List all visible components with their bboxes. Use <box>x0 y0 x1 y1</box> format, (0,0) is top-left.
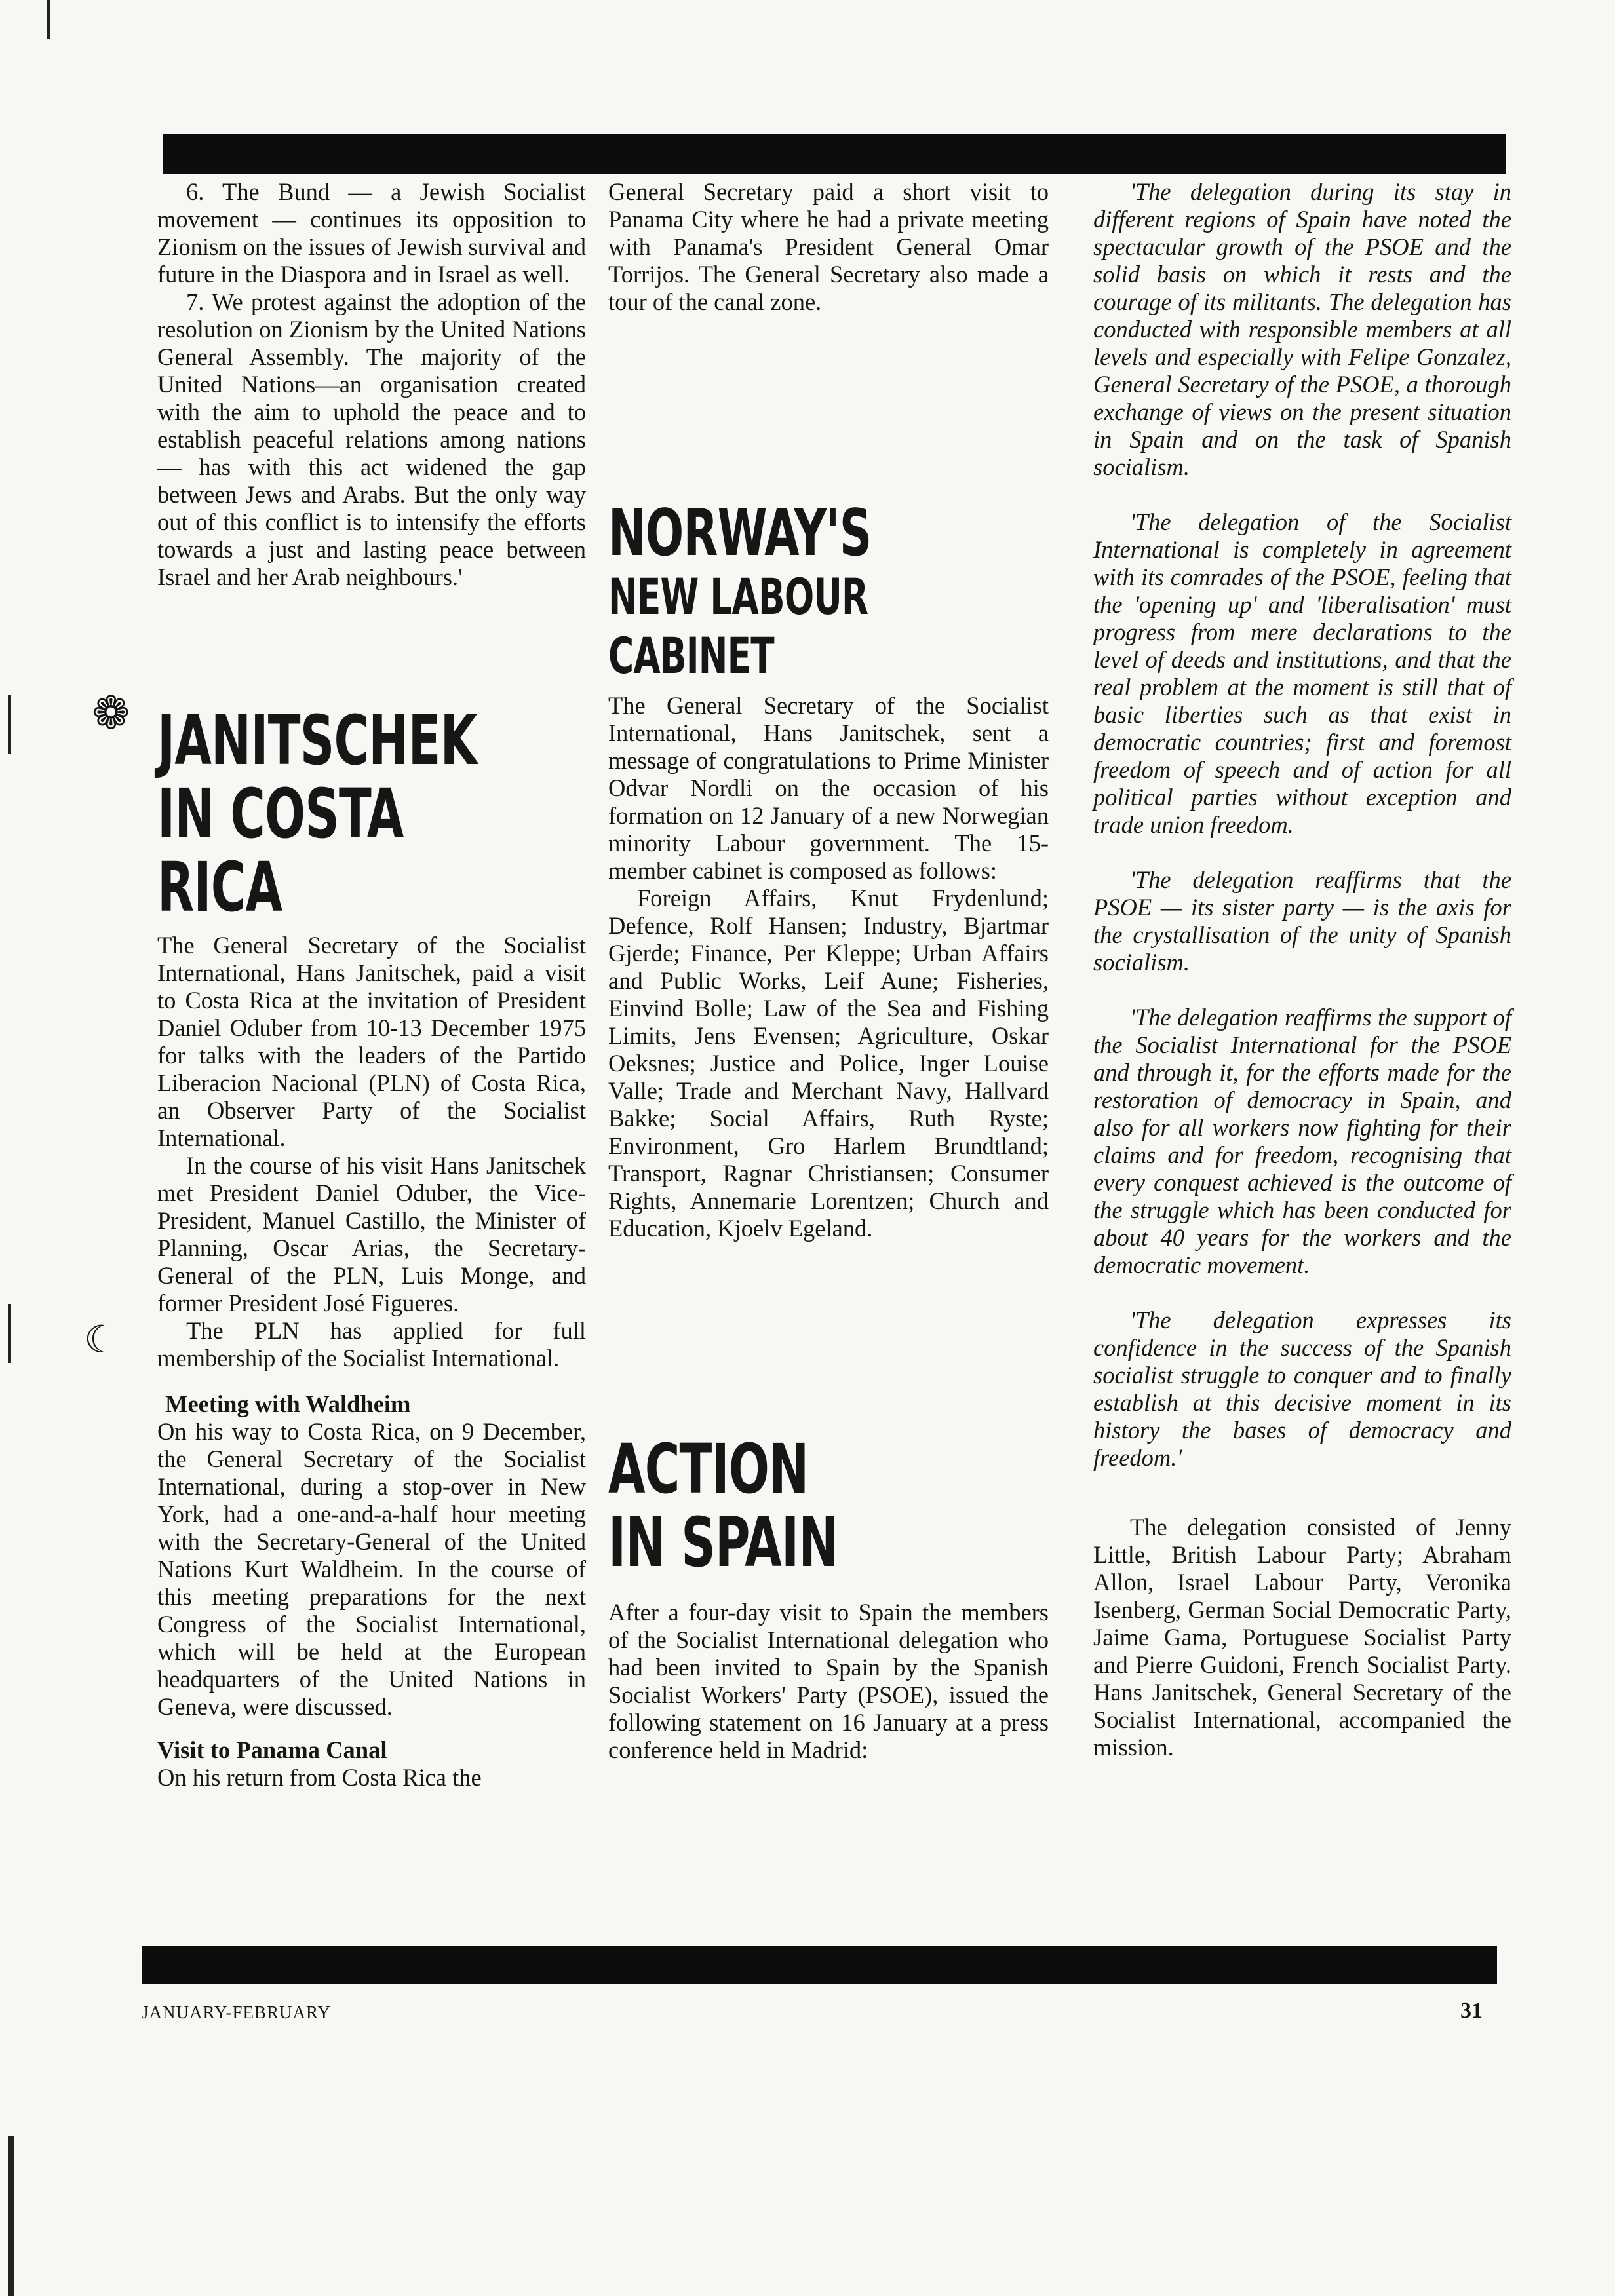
left-margin-mark <box>8 695 11 754</box>
subhead-visit-panama-canal: Visit to Panama Canal <box>157 1736 387 1763</box>
ornament-icon: ☾ <box>84 1318 118 1361</box>
norway-cabinet-list-paragraph: Foreign Affairs, Knut Frydenlund; Defence, Rolf Hansen; Industry, Bjartmar Gjerde; Finance, Per Kleppe; Urban Affairs and Public Works, Leif Aune; Fisheries, Einvind Bolle; Law of the Sea and Fishing Limits, Jens Evensen; Agriculture, Oskar Oeksnes; Justice and Police, Inger Louise Valle; Trade and Merchant Navy, Hallvard Bakke; Social Affairs, Ruth Ryste; Environment, Gro Harlem Brundtland; Transport, Ragnar Christiansen; Consumer Rights, Annemarie Lorentzen; Church and Education, Kjoelv Egeland. <box>608 885 1049 1242</box>
column-1 <box>157 178 586 1791</box>
bottom-rule-bar <box>142 1946 1497 1984</box>
footer-issue-label: JANUARY-FEBRUARY <box>142 2002 332 2022</box>
headline-line: NEW LABOUR <box>608 567 868 626</box>
page-number: 31 <box>1460 1999 1483 2023</box>
column-2 <box>608 178 1049 1764</box>
headline-line: IN COSTA RICA <box>157 774 404 927</box>
delegation-statement-paragraph: 'The delegation during its stay in different regions of Spain have noted the spectacular growth of the PSOE and the solid basis on which it rests and the courage of its militants. The delegation has conducted with responsible members at all levels and especially with Felipe Gonzalez, General Secretary of the PSOE, a thorough exchange of views on the present situation in Spain and on the task of Spanish socialism. <box>1093 178 1511 480</box>
delegation-members-paragraph: The delegation consisted of Jenny Little, British Labour Party; Abraham Allon, Israel Labour Party, Veronika Isenberg, German Social Democratic Party, Jaime Gama, Portuguese Socialist Party and Pierre Guidoni, French Socialist Party. Hans Janitschek, General Secretary of the Socialist International, accompanied the mission. <box>1093 1514 1511 1761</box>
costa-rica-intro-paragraph: The General Secretary of the Socialist International, Hans Janitschek, paid a visit to Costa Rica at the invitation of President Daniel Oduber from 10-13 December 1975 for talks with the leaders of the Partido Liberacion Nacional (PLN) of Costa Rica, an Observer Party of the Socialist International. <box>157 932 586 1151</box>
left-margin-mark <box>8 2136 14 2296</box>
delegation-statement-paragraph: 'The delegation of the Socialist International is completely in agreement with its comrades of the PSOE, feeling that the 'opening up' and 'liberalisation' must progress from mere declarations to the level of deeds and institutions, and that the real problem at the moment is still that of basic liberties such as that exist in democratic countries; first and foremost freedom of speech and of action for all political parties without exception and trade union freedom. <box>1093 508 1511 838</box>
headline-line: IN SPAIN <box>608 1502 838 1582</box>
headline-janitschek-costa-rica <box>157 700 492 927</box>
left-margin-mark <box>8 1304 11 1363</box>
delegation-statement-paragraph: 'The delegation reaffirms the support of the Socialist International for the PSOE and through it, for the efforts made for the restoration of democracy in Spain, and also for all workers now fighting for their claims and for freedom, recognising that every conquest achieved is the outcome of the struggle which has been conducted for about 40 years for the workers and the democratic movement. <box>1093 1004 1511 1278</box>
waldheim-paragraph: On his way to Costa Rica, on 9 December, the General Secretary of the Socialist International, during a stop-over in New York, had a one-and-a-half hour meeting with the Secretary-General of the United Nations Kurt Waldheim. In the course of this meeting preparations for the next Congress of the Socialist International, which will be held at the European headquarters of the United Nations in Geneva, were discussed. <box>157 1418 586 1720</box>
spain-intro-paragraph: After a four-day visit to Spain the members of the Socialist International delegation who had been invited to Spain by the Spanish Socialist Workers' Party (PSOE), issued the following statement on 16 January at a press conference held in Madrid: <box>608 1599 1049 1763</box>
delegation-statement-paragraph: 'The delegation reaffirms that the PSOE — its sister party — is the axis for the crystallisation of the unity of Spanish socialism. <box>1093 866 1511 976</box>
delegation-statement-paragraph: 'The delegation expresses its confidence in the success of the Spanish socialist struggle to conquer and to finally establish at this decisive moment in its history the bases of democracy and freedom.' <box>1093 1307 1511 1471</box>
headline-line: JANITSCHEK <box>157 700 477 780</box>
headline-line: NORWAY'S <box>608 496 872 571</box>
headline-line: CABINET <box>608 626 774 685</box>
costa-rica-meetings-paragraph: In the course of his visit Hans Janitschek met President Daniel Oduber, the Vice-President, Manuel Castillo, the Minister of Planning, Oscar Arias, the Secretary-General of the PLN, Luis Monge, and former President José Figueres. <box>157 1152 586 1316</box>
panama-continuation-paragraph: General Secretary paid a short visit to Panama City where he had a private meeting with Panama's President General Omar Torrijos. The General Secretary also made a tour of the canal zone. <box>608 178 1049 315</box>
panama-lead-paragraph: On his return from Costa Rica the <box>157 1764 482 1791</box>
left-margin-mark <box>47 0 50 39</box>
headline-action-in-spain <box>608 1429 952 1582</box>
norway-intro-paragraph: The General Secretary of the Socialist International, Hans Janitschek, sent a message of congratulations to Prime Minister Odvar Nordli on the occasion of his formation on 12 January of a new Norwegian minority Labour government. The 15-member cabinet is composed as follows: <box>608 692 1049 884</box>
ornament-icon: ❁ <box>92 689 130 739</box>
subhead-meeting-waldheim: Meeting with Waldheim <box>165 1390 411 1417</box>
column-3 <box>1093 178 1511 1761</box>
pln-membership-paragraph: The PLN has applied for full membership of the Socialist International. <box>157 1317 586 1371</box>
headline-norway-labour-cabinet <box>608 496 952 685</box>
bund-paragraph: 6. The Bund — a Jewish Socialist movement — continues its opposition to Zionism on the issues of Jewish survival and future in the Diaspora and in Israel as well. <box>157 178 586 288</box>
top-rule-bar <box>163 134 1506 174</box>
headline-line: ACTION <box>608 1429 809 1509</box>
zionism-protest-paragraph: 7. We protest against the adoption of the resolution on Zionism by the United Nations General Assembly. The majority of the United Nations—an organisation created with the aim to uphold the peace and to establish peaceful relations among nations — has with this act widened the gap between Jews and Arabs. But the only way out of this conflict is to intensify the efforts towards a just and lasting peace between Israel and her Arab neighbours.' <box>157 288 586 590</box>
